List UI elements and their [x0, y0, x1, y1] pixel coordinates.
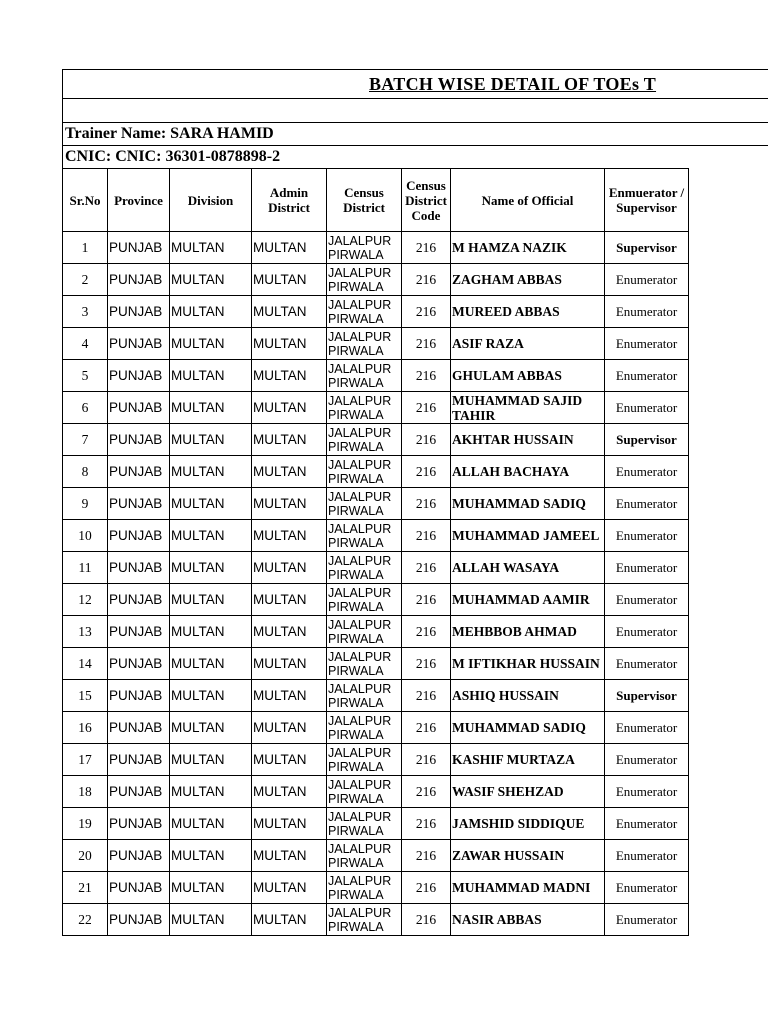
cell-division: MULTAN	[170, 488, 252, 520]
cell-sr-no: 6	[63, 392, 108, 424]
cell-admin-district: MULTAN	[252, 264, 327, 296]
cell-sr-no: 1	[63, 232, 108, 264]
cell-role: Enumerator	[605, 264, 689, 296]
cell-province: PUNJAB	[108, 872, 170, 904]
table-row	[63, 424, 689, 456]
cell-admin-district: MULTAN	[252, 616, 327, 648]
header-census-district: Census District	[327, 169, 402, 232]
cell-admin-district: MULTAN	[252, 680, 327, 712]
cell-province: PUNJAB	[108, 520, 170, 552]
cell-division: MULTAN	[170, 840, 252, 872]
cell-sr-no: 21	[63, 872, 108, 904]
table-row	[63, 232, 689, 264]
cell-division: MULTAN	[170, 584, 252, 616]
cell-province: PUNJAB	[108, 584, 170, 616]
cell-name-of-official: JAMSHID SIDDIQUE	[451, 808, 605, 840]
table-row	[63, 744, 689, 776]
cell-province: PUNJAB	[108, 264, 170, 296]
cell-census-district-code: 216	[402, 296, 451, 328]
cell-name-of-official: KASHIF MURTAZA	[451, 744, 605, 776]
cell-census-district-code: 216	[402, 904, 451, 936]
table-row	[63, 616, 689, 648]
cell-census-district-code: 216	[402, 424, 451, 456]
cell-name-of-official: M HAMZA NAZIK	[451, 232, 605, 264]
cell-sr-no: 17	[63, 744, 108, 776]
cell-division: MULTAN	[170, 616, 252, 648]
cell-admin-district: MULTAN	[252, 776, 327, 808]
cell-census-district-code: 216	[402, 456, 451, 488]
cell-province: PUNJAB	[108, 456, 170, 488]
cell-division: MULTAN	[170, 360, 252, 392]
cell-census-district-code: 216	[402, 488, 451, 520]
cell-census-district: JALALPUR PIRWALA	[327, 488, 402, 520]
cell-role: Enumerator	[605, 584, 689, 616]
cell-division: MULTAN	[170, 552, 252, 584]
cell-sr-no: 22	[63, 904, 108, 936]
cell-province: PUNJAB	[108, 776, 170, 808]
table-row	[63, 808, 689, 840]
cell-census-district: JALALPUR PIRWALA	[327, 840, 402, 872]
cell-division: MULTAN	[170, 712, 252, 744]
cell-census-district: JALALPUR PIRWALA	[327, 584, 402, 616]
cell-census-district: JALALPUR PIRWALA	[327, 808, 402, 840]
trainer-name: Trainer Name: SARA HAMID	[62, 122, 768, 145]
cell-census-district: JALALPUR PIRWALA	[327, 648, 402, 680]
cell-role: Enumerator	[605, 776, 689, 808]
cell-province: PUNJAB	[108, 648, 170, 680]
cell-admin-district: MULTAN	[252, 488, 327, 520]
cell-division: MULTAN	[170, 744, 252, 776]
blank-row	[62, 98, 768, 122]
table-row	[63, 456, 689, 488]
cell-division: MULTAN	[170, 904, 252, 936]
cell-census-district-code: 216	[402, 680, 451, 712]
cell-census-district-code: 216	[402, 648, 451, 680]
cell-name-of-official: ZAGHAM ABBAS	[451, 264, 605, 296]
cell-province: PUNJAB	[108, 360, 170, 392]
cell-census-district-code: 216	[402, 264, 451, 296]
cell-sr-no: 2	[63, 264, 108, 296]
cell-sr-no: 14	[63, 648, 108, 680]
cell-census-district: JALALPUR PIRWALA	[327, 296, 402, 328]
officials-table	[62, 168, 689, 936]
cell-census-district-code: 216	[402, 584, 451, 616]
cell-admin-district: MULTAN	[252, 808, 327, 840]
cell-role: Supervisor	[605, 232, 689, 264]
cell-admin-district: MULTAN	[252, 392, 327, 424]
cell-name-of-official: ALLAH BACHAYA	[451, 456, 605, 488]
cell-division: MULTAN	[170, 520, 252, 552]
cell-province: PUNJAB	[108, 424, 170, 456]
trainer-cnic: CNIC: CNIC: 36301-0878898-2	[62, 145, 768, 168]
cell-division: MULTAN	[170, 776, 252, 808]
cell-province: PUNJAB	[108, 552, 170, 584]
cell-division: MULTAN	[170, 648, 252, 680]
cell-province: PUNJAB	[108, 296, 170, 328]
cell-sr-no: 15	[63, 680, 108, 712]
table-row	[63, 552, 689, 584]
cell-role: Enumerator	[605, 392, 689, 424]
cell-role: Enumerator	[605, 840, 689, 872]
cell-name-of-official: MEHBBOB AHMAD	[451, 616, 605, 648]
table-row	[63, 296, 689, 328]
cell-census-district-code: 216	[402, 520, 451, 552]
cell-admin-district: MULTAN	[252, 552, 327, 584]
cell-role: Enumerator	[605, 296, 689, 328]
cell-role: Enumerator	[605, 872, 689, 904]
header-sr-no: Sr.No	[63, 169, 108, 232]
cell-role: Enumerator	[605, 712, 689, 744]
cell-province: PUNJAB	[108, 680, 170, 712]
cell-admin-district: MULTAN	[252, 584, 327, 616]
cell-census-district: JALALPUR PIRWALA	[327, 520, 402, 552]
cell-role: Supervisor	[605, 424, 689, 456]
cell-sr-no: 4	[63, 328, 108, 360]
cell-census-district: JALALPUR PIRWALA	[327, 776, 402, 808]
cell-census-district: JALALPUR PIRWALA	[327, 456, 402, 488]
cell-sr-no: 12	[63, 584, 108, 616]
cell-name-of-official: GHULAM ABBAS	[451, 360, 605, 392]
cell-sr-no: 18	[63, 776, 108, 808]
cell-name-of-official: AKHTAR HUSSAIN	[451, 424, 605, 456]
cell-division: MULTAN	[170, 232, 252, 264]
cell-province: PUNJAB	[108, 392, 170, 424]
cell-name-of-official: MUHAMMAD JAMEEL	[451, 520, 605, 552]
cell-sr-no: 7	[63, 424, 108, 456]
cell-census-district-code: 216	[402, 392, 451, 424]
cell-census-district: JALALPUR PIRWALA	[327, 616, 402, 648]
cell-sr-no: 13	[63, 616, 108, 648]
header-province: Province	[108, 169, 170, 232]
table-row	[63, 840, 689, 872]
cell-province: PUNJAB	[108, 616, 170, 648]
cell-sr-no: 10	[63, 520, 108, 552]
table-row	[63, 584, 689, 616]
cell-role: Enumerator	[605, 328, 689, 360]
cell-sr-no: 11	[63, 552, 108, 584]
header-admin-district: Admin District	[252, 169, 327, 232]
cell-census-district-code: 216	[402, 552, 451, 584]
table-row	[63, 392, 689, 424]
cell-census-district-code: 216	[402, 872, 451, 904]
cell-name-of-official: WASIF SHEHZAD	[451, 776, 605, 808]
cell-province: PUNJAB	[108, 840, 170, 872]
cell-name-of-official: ASHIQ HUSSAIN	[451, 680, 605, 712]
cell-census-district: JALALPUR PIRWALA	[327, 264, 402, 296]
cell-role: Enumerator	[605, 616, 689, 648]
cell-province: PUNJAB	[108, 744, 170, 776]
cell-name-of-official: MUHAMMAD SADIQ	[451, 712, 605, 744]
header-role: Enmuerator / Supervisor	[605, 169, 689, 232]
cell-province: PUNJAB	[108, 904, 170, 936]
cell-role: Enumerator	[605, 456, 689, 488]
cell-name-of-official: MUHAMMAD MADNI	[451, 872, 605, 904]
cell-name-of-official: MUHAMMAD SADIQ	[451, 488, 605, 520]
cell-admin-district: MULTAN	[252, 360, 327, 392]
cell-province: PUNJAB	[108, 232, 170, 264]
table-row	[63, 776, 689, 808]
table-row	[63, 648, 689, 680]
table-row	[63, 328, 689, 360]
cell-role: Enumerator	[605, 904, 689, 936]
cell-role: Enumerator	[605, 552, 689, 584]
cell-census-district: JALALPUR PIRWALA	[327, 552, 402, 584]
cell-census-district-code: 216	[402, 328, 451, 360]
cell-division: MULTAN	[170, 808, 252, 840]
table-row	[63, 488, 689, 520]
cell-census-district: JALALPUR PIRWALA	[327, 360, 402, 392]
cell-role: Enumerator	[605, 648, 689, 680]
cell-census-district-code: 216	[402, 808, 451, 840]
cell-admin-district: MULTAN	[252, 872, 327, 904]
table-row	[63, 520, 689, 552]
table-row	[63, 264, 689, 296]
cell-admin-district: MULTAN	[252, 424, 327, 456]
cell-census-district: JALALPUR PIRWALA	[327, 232, 402, 264]
cell-census-district: JALALPUR PIRWALA	[327, 904, 402, 936]
cell-admin-district: MULTAN	[252, 712, 327, 744]
cell-census-district-code: 216	[402, 744, 451, 776]
cell-census-district-code: 216	[402, 616, 451, 648]
cell-name-of-official: MUREED ABBAS	[451, 296, 605, 328]
cell-name-of-official: ZAWAR HUSSAIN	[451, 840, 605, 872]
cell-role: Supervisor	[605, 680, 689, 712]
cell-census-district: JALALPUR PIRWALA	[327, 424, 402, 456]
cell-role: Enumerator	[605, 488, 689, 520]
cell-census-district: JALALPUR PIRWALA	[327, 392, 402, 424]
header-name-of-official: Name of Official	[451, 169, 605, 232]
cell-census-district-code: 216	[402, 232, 451, 264]
cell-admin-district: MULTAN	[252, 744, 327, 776]
cell-division: MULTAN	[170, 328, 252, 360]
table-row	[63, 904, 689, 936]
cell-name-of-official: ALLAH WASAYA	[451, 552, 605, 584]
cell-census-district: JALALPUR PIRWALA	[327, 744, 402, 776]
cell-division: MULTAN	[170, 456, 252, 488]
cell-name-of-official: MUHAMMAD AAMIR	[451, 584, 605, 616]
cell-sr-no: 5	[63, 360, 108, 392]
cell-sr-no: 9	[63, 488, 108, 520]
cell-province: PUNJAB	[108, 712, 170, 744]
cell-census-district: JALALPUR PIRWALA	[327, 872, 402, 904]
cell-sr-no: 3	[63, 296, 108, 328]
cell-sr-no: 16	[63, 712, 108, 744]
cell-admin-district: MULTAN	[252, 840, 327, 872]
cell-name-of-official: M IFTIKHAR HUSSAIN	[451, 648, 605, 680]
cell-role: Enumerator	[605, 808, 689, 840]
spreadsheet	[62, 69, 768, 936]
page-title: BATCH WISE DETAIL OF TOEs T	[369, 74, 657, 94]
table-row	[63, 680, 689, 712]
cell-division: MULTAN	[170, 872, 252, 904]
header-census-district-code: Census District Code	[402, 169, 451, 232]
cell-name-of-official: ASIF RAZA	[451, 328, 605, 360]
cell-admin-district: MULTAN	[252, 456, 327, 488]
cell-sr-no: 19	[63, 808, 108, 840]
cell-admin-district: MULTAN	[252, 904, 327, 936]
cell-census-district: JALALPUR PIRWALA	[327, 680, 402, 712]
title-row	[62, 69, 768, 98]
cell-name-of-official: MUHAMMAD SAJID TAHIR	[451, 392, 605, 424]
cell-admin-district: MULTAN	[252, 520, 327, 552]
table-header-row	[63, 169, 689, 232]
table-row	[63, 872, 689, 904]
cell-census-district-code: 216	[402, 776, 451, 808]
cell-province: PUNJAB	[108, 808, 170, 840]
table-body	[63, 232, 689, 936]
cell-sr-no: 8	[63, 456, 108, 488]
cell-census-district-code: 216	[402, 360, 451, 392]
cell-sr-no: 20	[63, 840, 108, 872]
cell-census-district: JALALPUR PIRWALA	[327, 328, 402, 360]
cell-admin-district: MULTAN	[252, 232, 327, 264]
cell-name-of-official: NASIR ABBAS	[451, 904, 605, 936]
cell-division: MULTAN	[170, 424, 252, 456]
cell-census-district-code: 216	[402, 712, 451, 744]
cell-role: Enumerator	[605, 744, 689, 776]
header-division: Division	[170, 169, 252, 232]
cell-province: PUNJAB	[108, 488, 170, 520]
cell-admin-district: MULTAN	[252, 328, 327, 360]
cell-census-district: JALALPUR PIRWALA	[327, 712, 402, 744]
cell-admin-district: MULTAN	[252, 648, 327, 680]
cell-division: MULTAN	[170, 680, 252, 712]
cell-province: PUNJAB	[108, 328, 170, 360]
cell-role: Enumerator	[605, 360, 689, 392]
cell-census-district-code: 216	[402, 840, 451, 872]
cell-division: MULTAN	[170, 264, 252, 296]
cell-division: MULTAN	[170, 392, 252, 424]
cell-admin-district: MULTAN	[252, 296, 327, 328]
table-row	[63, 712, 689, 744]
cell-division: MULTAN	[170, 296, 252, 328]
table-row	[63, 360, 689, 392]
cell-role: Enumerator	[605, 520, 689, 552]
